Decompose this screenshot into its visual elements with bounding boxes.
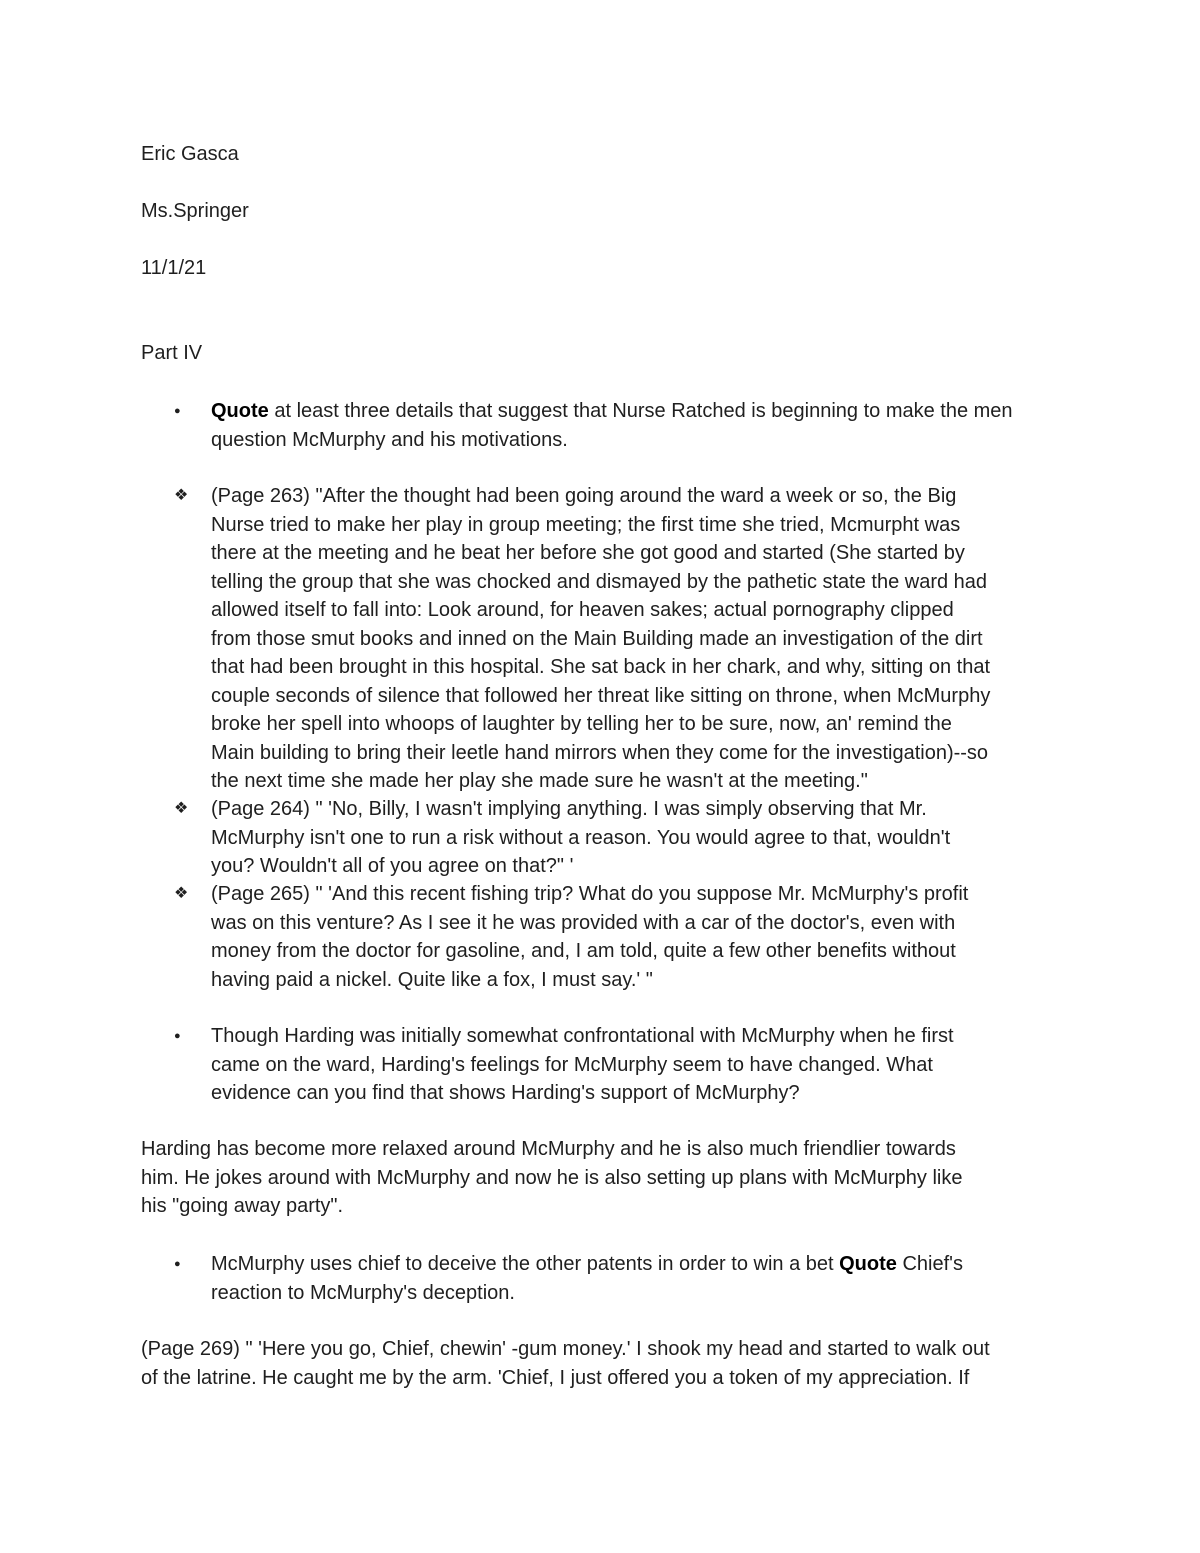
question-3-text-end: Chief's bbox=[896, 1253, 963, 1275]
diamond-bullet-icon: ❖ bbox=[174, 885, 189, 902]
quote-line: that had been brought in this hospital. She sat back in her chark, and why, sitting on that bbox=[211, 656, 991, 678]
answer-2 bbox=[141, 1135, 1071, 1221]
answer-line: his "going away party". bbox=[141, 1195, 344, 1217]
quote-2 bbox=[211, 795, 1071, 881]
quote-line: money from the doctor for gasoline, and, I am told, quite a few other benefits without bbox=[211, 940, 956, 962]
quote-line: you? Wouldn't all of you agree on that?" ' bbox=[211, 855, 574, 877]
diamond-bullet-icon: ❖ bbox=[174, 487, 189, 504]
quote-line: Nurse tried to make her play in group meeting; the first time she tried, Mcmurpht was bbox=[211, 513, 961, 536]
teacher-name: Ms.Springer bbox=[141, 200, 249, 222]
quote-line: broke her spell into whoops of laughter by telling her to be sure, now, an' remind the bbox=[211, 713, 952, 735]
quote-line: (Page 264) " 'No, Billy, I wasn't implying anything. I was simply observing that Mr. bbox=[211, 798, 927, 820]
question-line: reaction to McMurphy's deception. bbox=[211, 1281, 515, 1304]
quote-line: from those smut books and inned on the Main Building made an investigation of the dirt bbox=[211, 627, 983, 650]
quote-line: (Page 263) "After the thought had been going around the ward a week or so, the Big bbox=[211, 485, 957, 507]
question-1 bbox=[211, 397, 1071, 454]
answer-line: of the latrine. He caught me by the arm. 'Chief, I just offered you a token of my appreciation. If bbox=[141, 1366, 970, 1389]
answer-3 bbox=[141, 1335, 1081, 1392]
quote-1 bbox=[211, 482, 1071, 796]
bullet-icon: ● bbox=[174, 1258, 181, 1270]
question-3-text: McMurphy uses chief to deceive the other patents in order to win a bet bbox=[211, 1253, 840, 1275]
question-2 bbox=[211, 1022, 1071, 1108]
answer-line: him. He jokes around with McMurphy and now he is also setting up plans with McMurphy like bbox=[141, 1166, 963, 1189]
section-title: Part IV bbox=[141, 342, 203, 364]
question-1-bold: Quote bbox=[211, 400, 269, 422]
student-name: Eric Gasca bbox=[141, 143, 239, 165]
question-1-text: at least three details that suggest that Nurse Ratched is beginning to make the men question McMurphy and his motivations. bbox=[211, 400, 1013, 451]
quote-line: allowed itself to fall into: Look around, for heaven sakes; actual pornography clipped bbox=[211, 599, 954, 621]
question-3-bold: Quote bbox=[839, 1253, 897, 1275]
bullet-icon: ● bbox=[174, 1030, 181, 1042]
quote-line: telling the group that she was chocked and dismayed by the pathetic state the ward had bbox=[211, 570, 988, 593]
diamond-bullet-icon: ❖ bbox=[174, 800, 189, 817]
question-3 bbox=[211, 1250, 1071, 1307]
quote-line: (Page 265) " 'And this recent fishing trip? What do you suppose Mr. McMurphy's profit bbox=[211, 883, 969, 905]
quote-line: was on this venture? As I see it he was provided with a car of the doctor's, even with bbox=[211, 911, 956, 934]
bullet-icon: ● bbox=[174, 405, 181, 417]
quote-line: there at the meeting and he beat her before she got good and started (She started by bbox=[211, 542, 965, 564]
answer-line: (Page 269) " 'Here you go, Chief, chewin' -gum money.' I shook my head and started to walk out bbox=[141, 1338, 990, 1360]
quote-line: having paid a nickel. Quite like a fox, I must say.' " bbox=[211, 968, 653, 991]
date: 11/1/21 bbox=[141, 257, 207, 279]
question-line: Though Harding was initially somewhat confrontational with McMurphy when he first bbox=[211, 1025, 954, 1047]
quote-line: McMurphy isn't one to run a risk without a reason. You would agree to that, wouldn't bbox=[211, 826, 951, 849]
question-line: evidence can you find that shows Harding's support of McMurphy? bbox=[211, 1082, 800, 1104]
answer-line: Harding has become more relaxed around McMurphy and he is also much friendlier towards bbox=[141, 1138, 956, 1160]
quote-line: couple seconds of silence that followed her threat like sitting on throne, when McMurphy bbox=[211, 684, 991, 707]
quote-line: the next time she made her play she made sure he wasn't at the meeting." bbox=[211, 770, 868, 792]
question-line bbox=[211, 1250, 1071, 1279]
question-line: came on the ward, Harding's feelings for McMurphy seem to have changed. What bbox=[211, 1053, 933, 1076]
quote-3 bbox=[211, 880, 1071, 994]
quote-line: Main building to bring their leetle hand mirrors when they come for the investigation)--so bbox=[211, 741, 989, 764]
